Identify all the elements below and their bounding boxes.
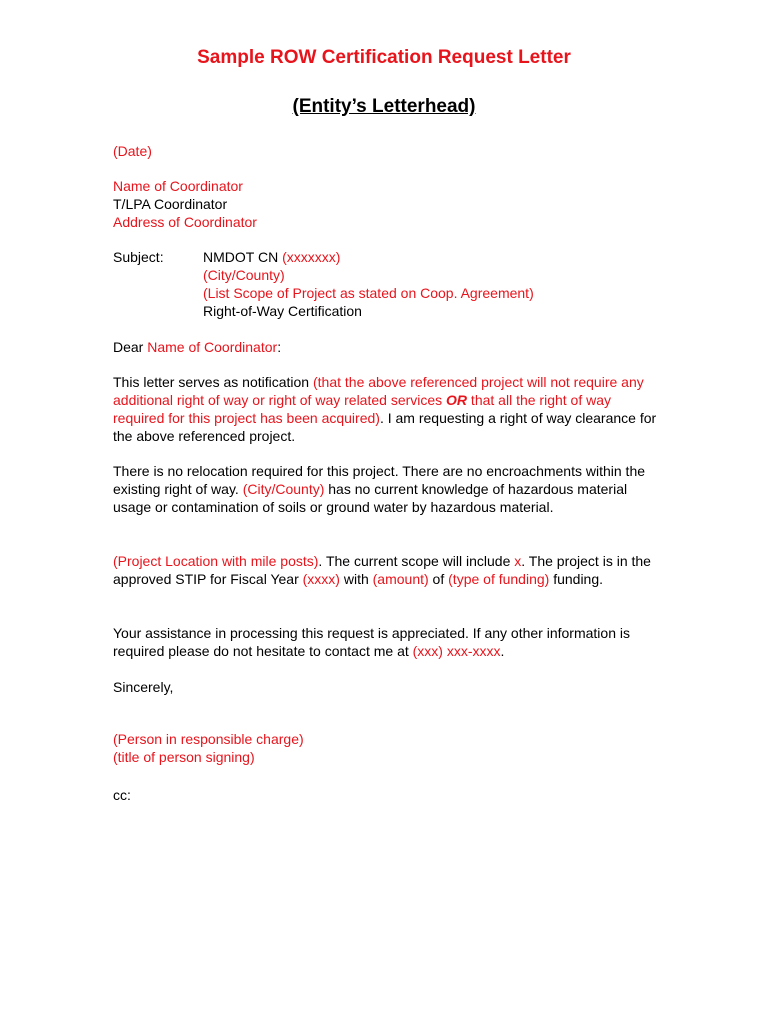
para4-phone-placeholder: (xxx) xxx-xxxx xyxy=(412,643,501,659)
recipient-address: Address of Coordinator xyxy=(113,214,257,230)
salutation-suffix: : xyxy=(277,339,282,355)
para3-text-2: . The project is in the approved STIP for Fiscal Year xyxy=(113,553,651,587)
recipient-block xyxy=(113,177,658,231)
para3-placeholder-3: (xxxx) xyxy=(302,571,340,587)
para2-text-2: has no current knowledge of hazardous material usage or contamination of soils or ground water by hazardous material. xyxy=(113,481,628,515)
para1-text-2: . I am requesting a right of way clearance for the above referenced project. xyxy=(113,410,657,444)
salutation-name: Name of Coordinator xyxy=(147,339,278,355)
para3-placeholder-4: (amount) xyxy=(372,571,429,587)
paragraph-contact xyxy=(113,624,658,660)
para3-placeholder-1: (Project Location with mile posts) xyxy=(113,553,319,569)
salutation xyxy=(113,338,658,356)
para1-text-1: This letter serves as notification xyxy=(113,374,313,390)
recipient-role: T/LPA Coordinator xyxy=(113,196,228,212)
para1-placeholder-2: that all the right of way required for this project has been acquired) xyxy=(113,392,612,426)
subject-cn-value: (xxxxxxx) xyxy=(282,249,341,265)
para3-placeholder-2: x xyxy=(514,553,522,569)
paragraph-notification xyxy=(113,373,658,445)
closing: Sincerely, xyxy=(113,679,174,695)
para3-text-4: of xyxy=(428,571,449,587)
subject-line-cn xyxy=(203,248,534,266)
document-title: Sample ROW Certification Request Letter xyxy=(197,47,571,68)
date-placeholder: (Date) xyxy=(113,143,152,159)
paragraph-relocation xyxy=(113,462,658,516)
para1-or: OR xyxy=(446,392,468,408)
para3-text-5: funding. xyxy=(549,571,604,587)
subject-line-row: Right-of-Way Certification xyxy=(203,303,362,319)
cc-line: cc: xyxy=(113,787,131,803)
salutation-prefix: Dear xyxy=(113,339,148,355)
para2-text-1: There is no relocation required for this project. There are no encroachments within the existing right of way. xyxy=(113,463,646,497)
para4-text-2: . xyxy=(500,643,505,659)
para1-placeholder-1: (that the above referenced project will not require any additional right of way or right of way related services xyxy=(113,374,644,408)
para2-placeholder-1: (City/County) xyxy=(242,481,325,497)
recipient-name: Name of Coordinator xyxy=(113,178,243,194)
letterhead-placeholder: (Entity’s Letterhead) xyxy=(292,96,476,117)
signer-title: (title of person signing) xyxy=(113,749,255,765)
para3-text-1: . The current scope will include xyxy=(318,553,515,569)
para3-placeholder-5: (type of funding) xyxy=(448,571,550,587)
signature-block xyxy=(113,730,658,766)
subject-label: Subject: xyxy=(113,249,164,265)
paragraph-scope xyxy=(113,552,658,588)
subject-line-scope: (List Scope of Project as stated on Coop. Agreement) xyxy=(203,285,534,301)
para4-text-1: Your assistance in processing this request is appreciated. If any other information is required please do not hesitate to contact me at xyxy=(113,625,630,659)
para3-text-3: with xyxy=(339,571,373,587)
subject-cn-prefix: NMDOT CN xyxy=(203,249,283,265)
subject-line-city: (City/County) xyxy=(203,267,285,283)
signer-name: (Person in responsible charge) xyxy=(113,731,304,747)
subject-lines xyxy=(203,248,534,320)
